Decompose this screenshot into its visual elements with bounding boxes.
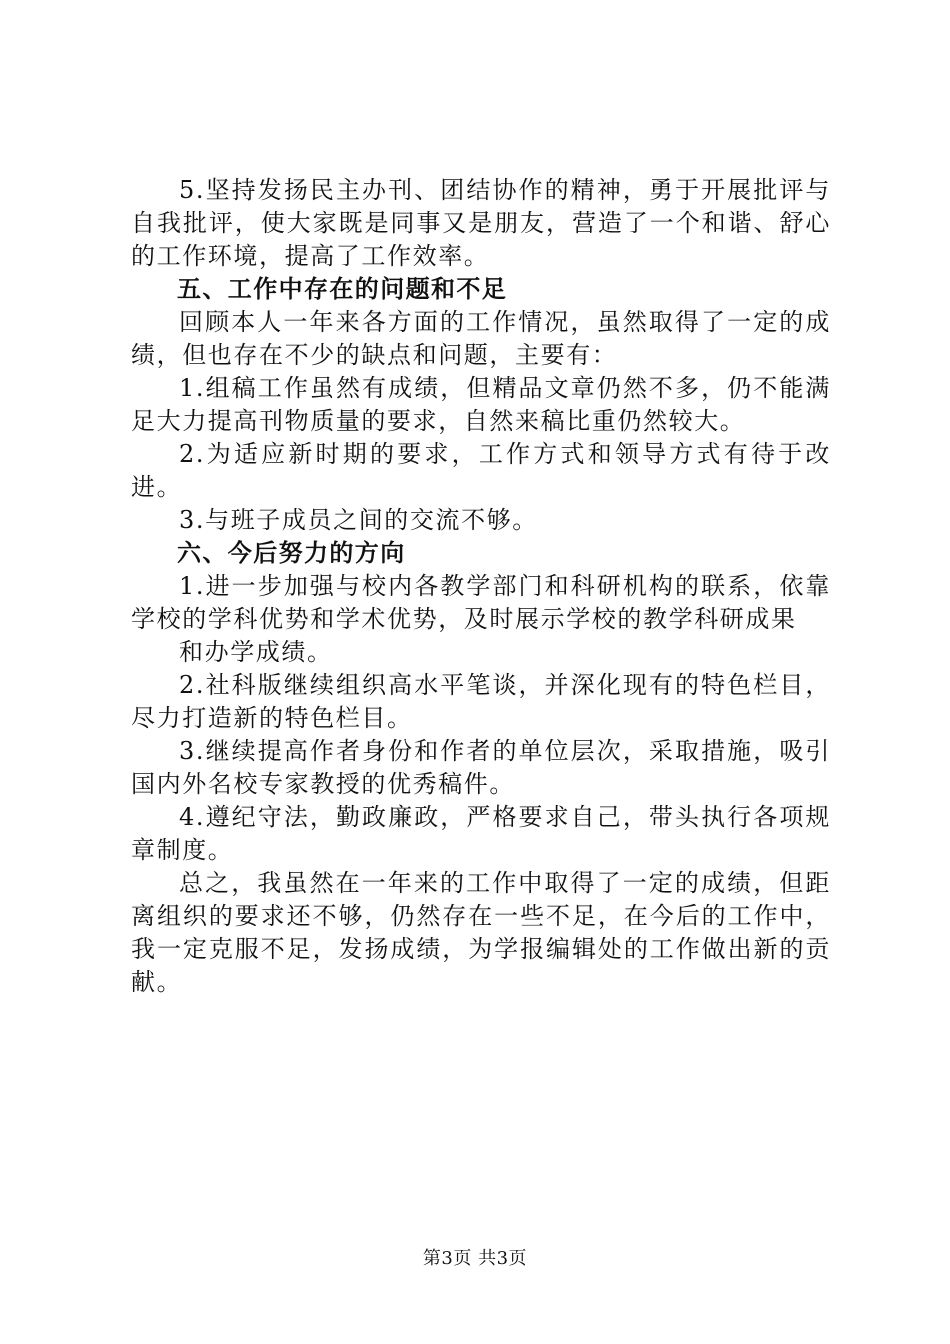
paragraph-plan-1: 1.进一步加强与校内各教学部门和科研机构的联系，依靠学校的学科优势和学术优势，及时展示学校的教学科研成果 — [131, 572, 831, 633]
section-heading-5: 五、工作中存在的问题和不足 — [177, 275, 508, 303]
paragraph-plan-2: 2.社科版继续组织高水平笔谈，并深化现有的特色栏目，尽力打造新的特色栏目。 — [131, 671, 831, 732]
paragraph-plan-3: 3.继续提高作者身份和作者的单位层次，采取措施，吸引国内外名校专家教授的优秀稿件。 — [131, 737, 831, 798]
paragraph-issue-1: 1.组稿工作虽然有成绩，但精品文章仍然不多，仍不能满足大力提高刊物质量的要求，自然来稿比重仍然较大。 — [131, 374, 831, 435]
paragraph-plan-4: 4.遵纪守法，勤政廉政，严格要求自己，带头执行各项规章制度。 — [131, 803, 831, 864]
paragraph-issue-2: 2.为适应新时期的要求，工作方式和领导方式有待于改进。 — [131, 440, 831, 501]
paragraph-item-5: 5.坚持发扬民主办刊、团结协作的精神，勇于开展批评与自我批评，使大家既是同事又是朋友，营造了一个和谐、舒心的工作环境，提高了工作效率。 — [131, 176, 831, 270]
paragraph-issue-3: 3.与班子成员之间的交流不够。 — [179, 506, 538, 534]
paragraph-summary: 总之，我虽然在一年来的工作中取得了一定的成绩，但距离组织的要求还不够，仍然存在一些不足，在今后的工作中，我一定克服不足，发扬成绩，为学报编辑处的工作做出新的贡献。 — [131, 869, 831, 996]
page-number-footer: 第3页 共3页 — [422, 1248, 528, 1269]
section-heading-6: 六、今后努力的方向 — [177, 539, 406, 567]
paragraph-review: 回顾本人一年来各方面的工作情况，虽然取得了一定的成绩，但也存在不少的缺点和问题，主要有： — [131, 308, 831, 369]
document-body — [131, 174, 831, 999]
paragraph-plan-1-continued: 和办学成绩。 — [179, 638, 333, 666]
